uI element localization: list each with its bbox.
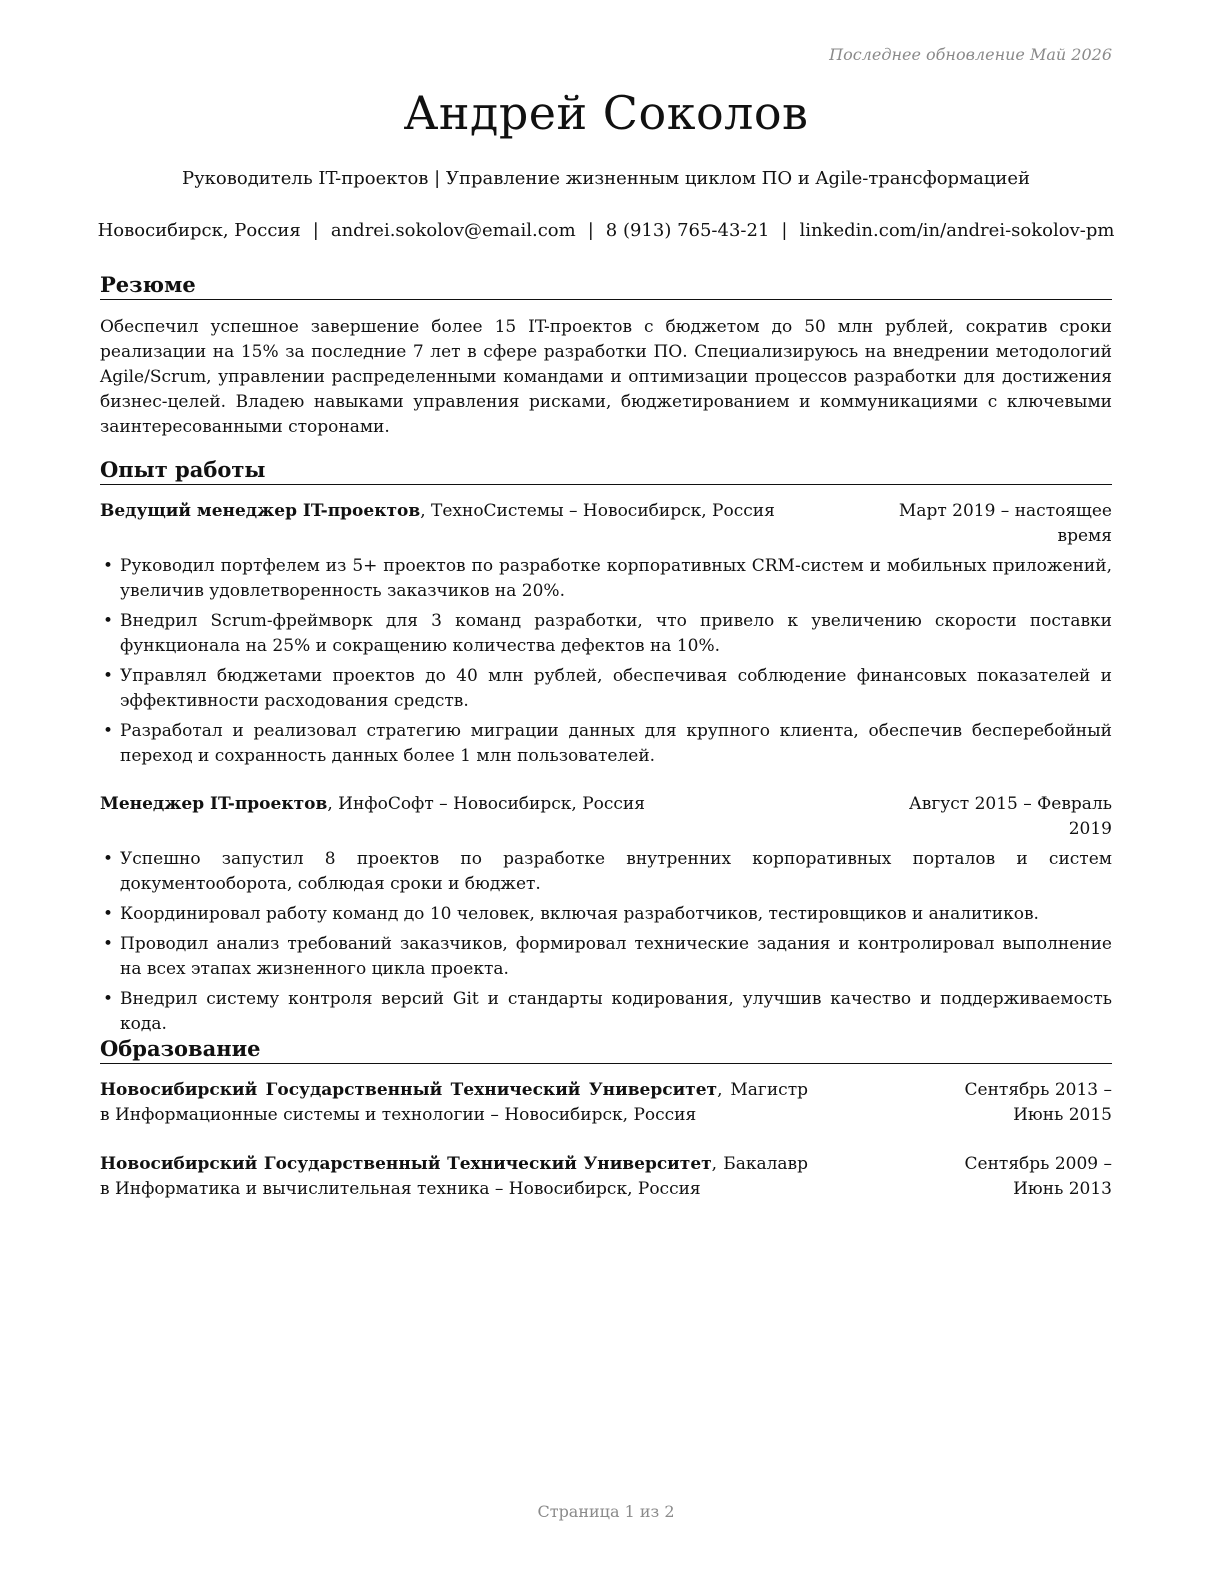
list-item: • Управлял бюджетами проектов до 40 млн рублей, обеспечивая соблюдение финансовых показателей и эффективности расходования средств. — [103, 666, 1112, 711]
job-company: , ИнфоСофт – Новосибирск, Россия — [327, 794, 645, 814]
list-item: • Внедрил систему контроля версий Git и стандарты кодирования, улучшив качество и поддерживаемость кода. — [103, 989, 1112, 1034]
page-number: Страница 1 из 2 — [537, 1502, 675, 1521]
list-item: • Руководил портфелем из 5+ проектов по разработке корпоративных CRM-систем и мобильных приложений, увеличив удовлетворенность заказчиков на 20%. — [103, 556, 1112, 601]
candidate-name: Андрей Соколов — [403, 86, 809, 140]
last-updated: Последнее обновление Май 2026 — [829, 45, 1112, 64]
section-title-education: Образование — [100, 1036, 1112, 1064]
education-line — [100, 1078, 808, 1128]
bullet-dot: • — [103, 721, 114, 741]
section-title-experience: Опыт работы — [100, 457, 1112, 485]
list-item: • Проводил анализ требований заказчиков, формировал технические задания и контролировал выполнение на всех этапах жизненного цикла проекта. — [103, 934, 1112, 979]
resume-page — [97, 0, 1115, 1584]
contact-linkedin[interactable]: linkedin.com/in/andrei-sokolov-pm — [799, 220, 1115, 241]
education-dates: Сентябрь 2013 – Июнь 2015 — [964, 1080, 1112, 1125]
bullet-dot: • — [103, 849, 114, 869]
bullet-dot: • — [103, 934, 114, 954]
list-item: • Успешно запустил 8 проектов по разработке внутренних корпоративных порталов и систем документооборота, соблюдая сроки и бюджет. — [103, 849, 1112, 894]
contact-separator: | — [781, 220, 788, 241]
bullet-dot: • — [103, 904, 114, 924]
section-title-summary: Резюме — [100, 272, 1112, 300]
job-title-line — [100, 792, 860, 817]
education-school: Новосибирский Государственный Технический Университет — [100, 1154, 712, 1174]
contact-location: Новосибирск, Россия — [97, 220, 301, 241]
bullet-dot: • — [103, 611, 114, 631]
contact-email[interactable]: andrei.sokolov@email.com — [330, 220, 576, 241]
bullet-dot: • — [103, 556, 114, 576]
education-degree: , Бакалавр в Информатика и вычислительная техника – Новосибирск, Россия — [100, 1154, 808, 1199]
job-dates: Август 2015 – Февраль 2019 — [908, 794, 1112, 839]
bullet-dot: • — [103, 989, 114, 1009]
contact-line — [96, 220, 1116, 241]
education-school: Новосибирский Государственный Технический Университет — [100, 1080, 718, 1100]
job-title-line — [100, 499, 860, 524]
education-dates: Сентябрь 2009 – Июнь 2013 — [964, 1154, 1112, 1199]
contact-separator: | — [587, 220, 594, 241]
list-item: • Координировал работу команд до 10 человек, включая разработчиков, тестировщиков и аналитиков. — [100, 902, 1112, 927]
contact-separator: | — [312, 220, 319, 241]
education-degree: , Магистр в Информационные системы и технологии – Новосибирск, Россия — [100, 1080, 808, 1125]
education-line — [100, 1152, 808, 1202]
job-company: , ТехноСистемы – Новосибирск, Россия — [420, 501, 775, 521]
contact-phone: 8 (913) 765-43-21 — [605, 220, 770, 241]
job-role: Ведущий менеджер IT-проектов — [100, 501, 421, 521]
job-bullets — [100, 847, 1112, 1042]
job-dates: Март 2019 – настоящее время — [898, 501, 1112, 546]
list-item: • Внедрил Scrum-фреймворк для 3 команд разработки, что привело к увеличению скорости поставки функционала на 25% и сокращению количества дефектов на 10%. — [103, 611, 1112, 656]
summary-text: Обеспечил успешное завершение более 15 IT-проектов с бюджетом до 50 млн рублей, сократив сроки реализации на 15% за последние 7 лет в сфере разработки ПО. Специализируюсь на внедрении методологий Agile/Scrum, управлении распределенными командами и оптимизации процессов разработки для достижения бизнес-целей. Владею навыками управления рисками, бюджетированием и коммуникациями с ключевыми заинтересованными сторонами. — [100, 317, 1112, 437]
job-bullets — [100, 554, 1112, 774]
list-item: • Разработал и реализовал стратегию миграции данных для крупного клиента, обеспечив бесперебойный переход и сохранность данных более 1 млн пользователей. — [103, 721, 1112, 766]
job-role: Менеджер IT-проектов — [100, 794, 328, 814]
bullet-dot: • — [103, 666, 114, 686]
candidate-subtitle: Руководитель IT-проектов | Управление жизненным циклом ПО и Agile-трансформацией — [181, 168, 1031, 189]
